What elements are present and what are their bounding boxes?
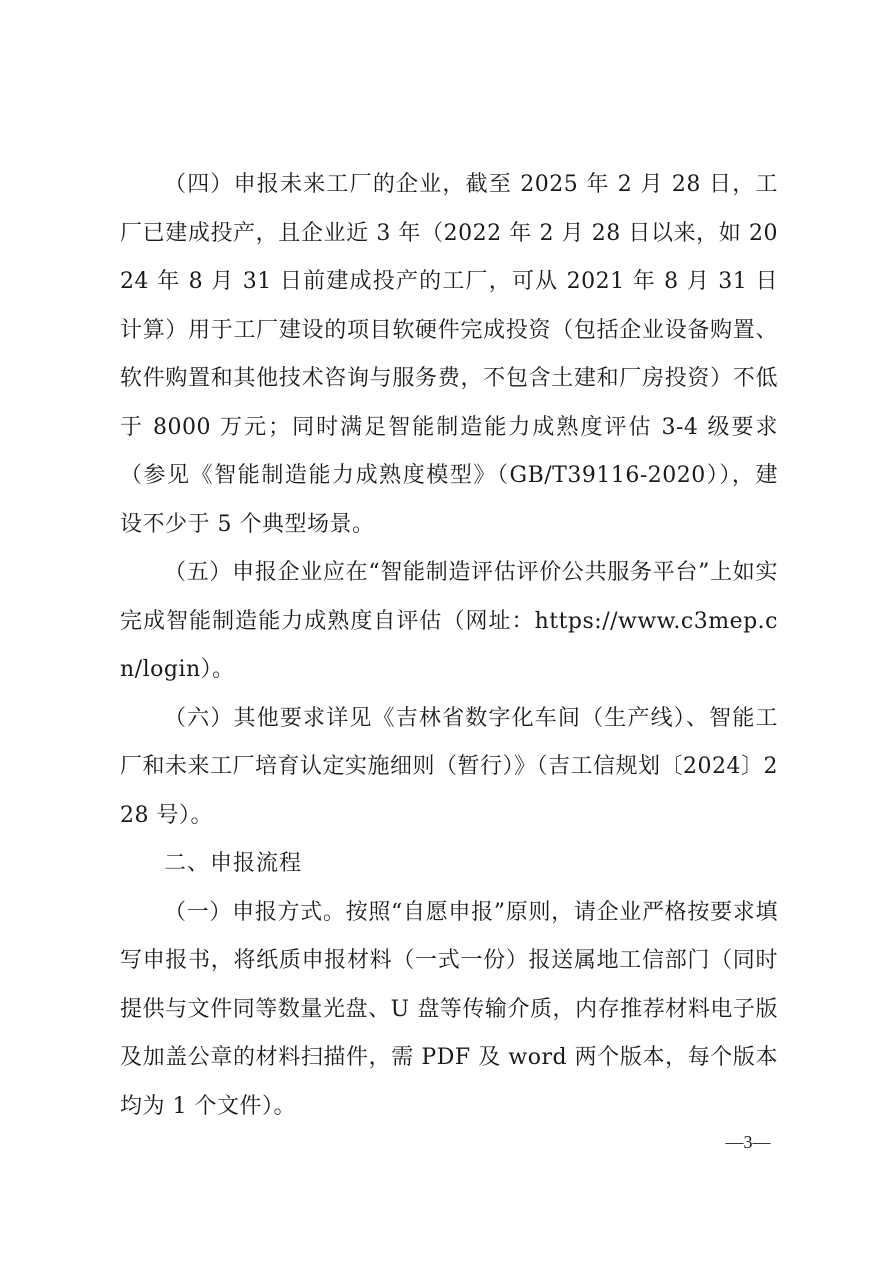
paragraph-item-6: （六）其他要求详见《吉林省数字化车间（生产线）、智能工厂和未来工厂培育认定实施细则（暂行）》（吉工信规划〔2024〕228 号）。 <box>120 705 778 828</box>
paragraph-item-4: （四）申报未来工厂的企业，截至 2025 年 2 月 28 日，工厂已建成投产，且企业近 3 年（2022 年 2 月 28 日以来，如 2024 年 8 月 31 日前建成投产的工厂，可从 2021 年 8 月 31 日计算）用于工厂建设的项目软硬件完成投资（包括企业设备购置、软件购置和其他技术咨询与服务费，不包含土建和厂房投资）不低于 8000 万元；同时满足智能制造能力成熟度评估 3-4 级要求（参见《智能制造能力成熟度模型》（GB/T39116-2020）），建设不少于 5 个典型场景。 <box>120 172 778 537</box>
paragraph-item-5: （五）申报企业应在“智能制造评估评价公共服务平台”上如实完成智能制造能力成熟度自评估（网址：https://www.c3mep.cn/login）。 <box>120 560 778 682</box>
document-body <box>120 161 778 1131</box>
paragraph-procedure: （一）申报方式。按照“自愿申报”原则，请企业严格按要求填写申报书，将纸质申报材料（一式一份）报送属地工信部门（同时提供与文件同等数量光盘、U 盘等传输介质，内存推荐材料电子版及加盖公章的材料扫描件，需 PDF 及 word 两个版本，每个版本均为 1 个文件）。 <box>120 899 778 1119</box>
section-heading: 二、申报流程 <box>164 851 303 876</box>
page-number: —3— <box>725 1132 771 1152</box>
